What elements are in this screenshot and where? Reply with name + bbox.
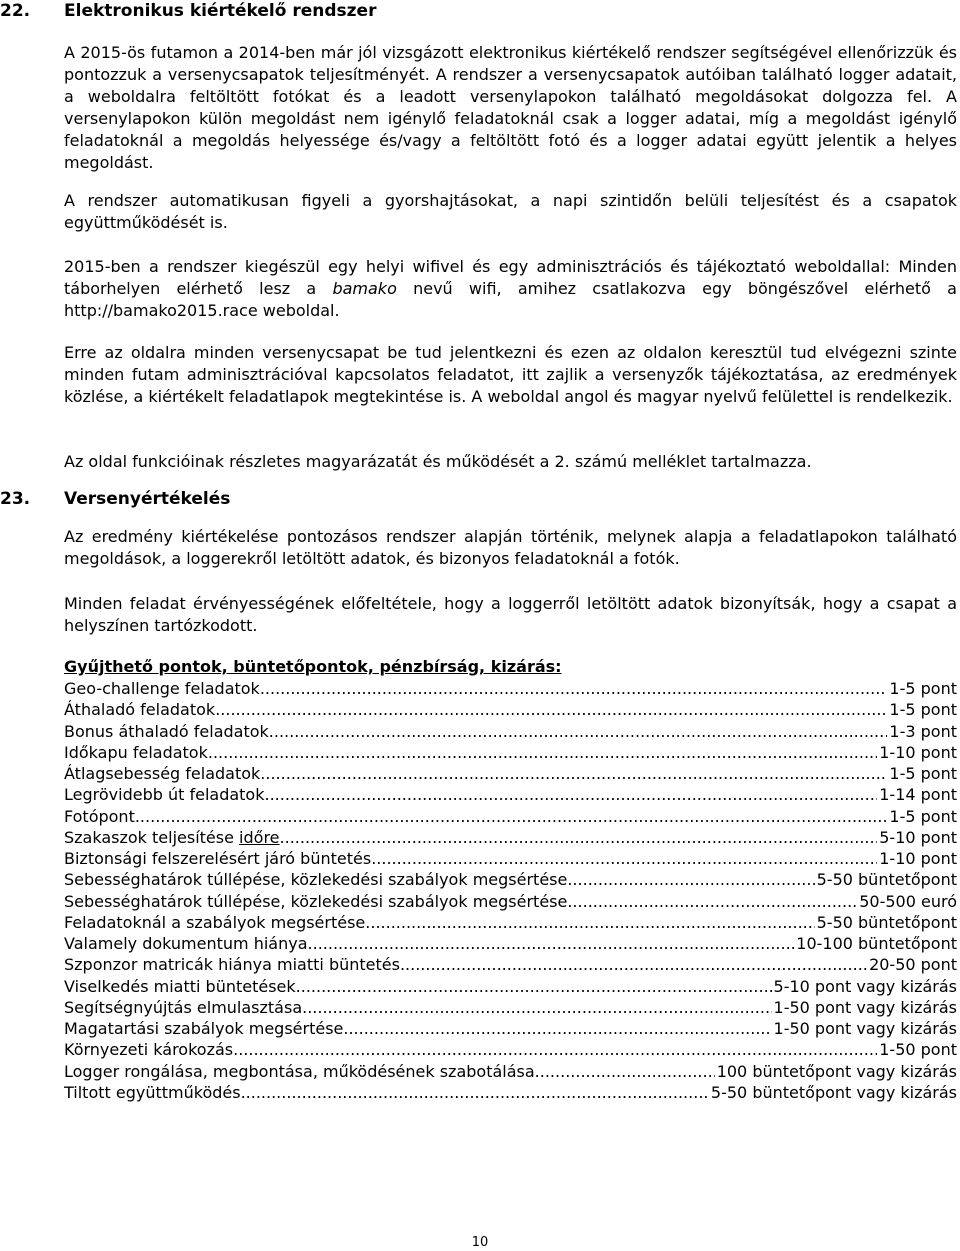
item-value: 10-100 büntetőpont xyxy=(796,934,957,953)
page-number: 10 xyxy=(471,1235,489,1250)
item-label-underlined: időre xyxy=(239,827,280,847)
item-label: Legrövidebb út feladatok xyxy=(64,785,265,805)
leader-dots xyxy=(233,1039,877,1060)
item-value: 5-50 büntetőpont xyxy=(816,912,957,932)
item-label: Bonus áthaladó feladatok xyxy=(64,721,269,741)
leader-dots xyxy=(215,699,887,720)
item-label: Segítségnyújtás elmulasztása xyxy=(64,997,303,1017)
points-list-item xyxy=(64,848,957,869)
item-value: 1-14 pont xyxy=(879,785,957,805)
item-label: Logger rongálása, megbontása, működésének szabotálása xyxy=(64,1061,535,1081)
leader-dots xyxy=(269,721,888,742)
item-value: 100 büntetőpont vagy kizárás xyxy=(716,1061,957,1081)
item-value: 20-50 pont xyxy=(869,955,957,975)
section-number: 22. xyxy=(0,1,31,21)
subheading-text: Gyűjthető pontok, büntetőpontok, pénzbírság, kizárás: xyxy=(64,657,562,676)
leader-dots xyxy=(280,827,878,848)
leader-dots xyxy=(567,869,814,890)
points-list-item xyxy=(64,1018,957,1039)
points-list-item xyxy=(64,742,957,763)
item-value: 5-50 büntetőpont vagy kizárás xyxy=(710,1082,957,1102)
paragraph-appendix-note: Az oldal funkcióinak részletes magyarázatát és működését a 2. számú melléklet tartalmazza. xyxy=(64,452,812,471)
points-list-item xyxy=(64,1039,957,1060)
points-list-item xyxy=(64,784,957,805)
item-label: Fotópont xyxy=(64,806,135,826)
points-list-item xyxy=(64,806,957,827)
leader-dots xyxy=(343,1018,771,1039)
points-list-item xyxy=(64,827,957,848)
points-list xyxy=(64,678,957,1103)
wifi-name: bamako xyxy=(332,279,397,298)
points-list-item xyxy=(64,933,957,954)
points-list-item xyxy=(64,1061,957,1082)
points-list-item xyxy=(64,869,957,890)
item-value: 1-50 pont xyxy=(879,1040,957,1060)
leader-dots xyxy=(400,954,867,975)
item-value: 1-50 pont vagy kizárás xyxy=(773,997,957,1017)
leader-dots xyxy=(371,848,877,869)
points-list-item xyxy=(64,721,957,742)
item-label: Átlagsebesség feladatok xyxy=(64,764,261,783)
leader-dots xyxy=(260,678,888,699)
paragraph-logger-intro: A 2015-ös futamon a 2014-ben már jól vizsgázott elektronikus kiértékelő rendszer segítségével ellenőrizzük és pontozzuk a versenycsapatok teljesítményét. A rendszer a versenycsapatok autóiban található logger adatait, a weboldalra feltöltött fotókat és a leadott versenylapokon található megoldásokat dolgozza fel. A versenylapokon külön megoldást nem igénylő feladatoknál csak a logger adatai, míg a megoldást igénylő feladatoknál a megoldás helyessége és/vagy a feltöltött fotó és a logger adatai együtt jelentik a helyes megoldást. xyxy=(64,43,957,172)
item-value: 1-5 pont xyxy=(889,679,957,698)
points-list-item xyxy=(64,912,957,933)
points-subheading xyxy=(64,656,957,678)
section-title: Elektronikus kiértékelő rendszer xyxy=(64,1,377,21)
points-list-item xyxy=(64,699,957,720)
item-value: 50-500 euró xyxy=(859,891,957,911)
leader-dots xyxy=(365,912,814,933)
paragraph-automatic-monitoring: A rendszer automatikusan figyeli a gyorshajtásokat, a napi szintidőn belüli teljesítést és a csapatok együttműködését is. xyxy=(64,191,957,232)
paragraph-scoring-intro: Az eredmény kiértékelése pontozásos rendszer alapján történik, melynek alapja a feladatlapokon található megoldások, a loggerekről letöltött adatok, és bizonyos feladatoknál a fotók. xyxy=(64,527,957,568)
item-label xyxy=(64,827,280,848)
item-label: Környezeti károkozás xyxy=(64,1040,234,1060)
section-number: 23. xyxy=(0,489,31,509)
item-label: Feladatoknál a szabályok megsértése xyxy=(64,912,366,932)
item-value: 1-10 pont xyxy=(879,742,957,762)
item-label: Biztonsági felszerelésért járó büntetés xyxy=(64,849,372,868)
leader-dots xyxy=(208,742,877,763)
item-value: 1-5 pont xyxy=(889,806,957,826)
wifi-text-after: nevű wifi, amihez csatlakozva egy böngészővel elérhető a http://bamako2015.race weboldal. xyxy=(64,279,957,320)
leader-dots xyxy=(264,784,877,805)
item-value: 5-50 büntetőpont xyxy=(816,870,957,890)
item-value: 5-10 pont xyxy=(879,827,957,847)
section-22-heading xyxy=(0,0,376,22)
paragraph-validity: Minden feladat érvényességének előfeltétele, hogy a loggerről letöltött adatok bizonyítsák, hogy a csapat a helyszínen tartózkodott. xyxy=(64,594,957,635)
item-value: 1-3 pont xyxy=(889,721,957,741)
paragraph-wifi xyxy=(64,256,957,322)
item-label: Viselkedés miatti büntetések xyxy=(64,976,296,996)
points-list-item xyxy=(64,678,957,699)
item-value: 1-50 pont vagy kizárás xyxy=(773,1019,957,1038)
points-list-item xyxy=(64,763,957,784)
leader-dots xyxy=(535,1061,715,1082)
item-value: 1-5 pont xyxy=(889,764,957,783)
leader-dots xyxy=(567,891,857,912)
item-label: Geo-challenge feladatok xyxy=(64,679,260,698)
item-value: 1-10 pont xyxy=(879,849,957,868)
section-23-heading xyxy=(0,488,230,510)
wifi-text-before: 2015-ben a rendszer kiegészül egy helyi wifivel és egy adminisztrációs és tájékoztató weboldallal: Minden táborhelyen elérhető lesz a xyxy=(64,257,957,298)
leader-dots xyxy=(308,933,795,954)
paragraph-website: Erre az oldalra minden versenycsapat be tud jelentkezni és ezen az oldalon keresztül tud elvégezni szinte minden futam adminisztrációval kapcsolatos feladatot, itt zajlik a versenyzők tájékoztatása, az eredmények közlése, a kiértékelt feladatlapok megtekintése is. A weboldal angol és magyar nyelvű felülettel is rendelkezik. xyxy=(64,343,957,406)
item-label: Sebességhatárok túllépése, közlekedési szabályok megsértése xyxy=(64,891,568,911)
item-label: Valamely dokumentum hiánya xyxy=(64,934,308,953)
points-list-item xyxy=(64,954,957,975)
points-list-item xyxy=(64,891,957,912)
leader-dots xyxy=(302,997,771,1018)
leader-dots xyxy=(296,976,772,997)
item-label-part: Szakaszok teljesítése xyxy=(64,827,240,847)
item-value: 1-5 pont xyxy=(889,700,957,720)
item-label: Szponzor matricák hiánya miatti büntetés xyxy=(64,955,400,975)
item-label: Magatartási szabályok megsértése xyxy=(64,1019,344,1038)
points-list-item xyxy=(64,1082,957,1103)
section-title: Versenyértékelés xyxy=(64,489,231,509)
item-value: 5-10 pont vagy kizárás xyxy=(773,976,957,996)
leader-dots xyxy=(135,806,888,827)
leader-dots xyxy=(241,1082,709,1103)
points-list-item xyxy=(64,997,957,1018)
leader-dots xyxy=(260,763,887,784)
item-label: Sebességhatárok túllépése, közlekedési szabályok megsértése xyxy=(64,870,568,890)
item-label: Áthaladó feladatok xyxy=(64,700,216,720)
points-list-item xyxy=(64,976,957,997)
item-label: Időkapu feladatok xyxy=(64,742,208,762)
item-label: Tiltott együttműködés xyxy=(64,1082,241,1102)
